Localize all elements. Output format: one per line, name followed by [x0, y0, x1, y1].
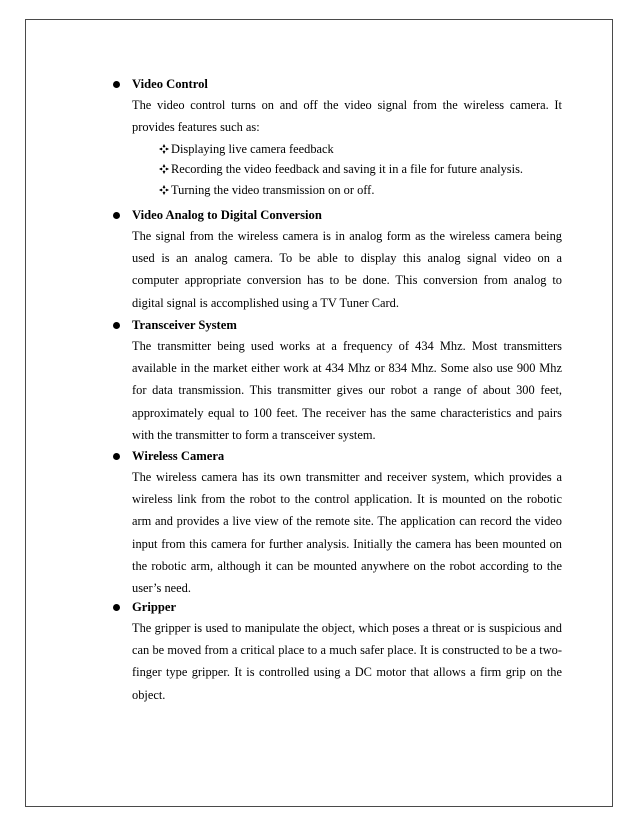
subitem-text: Turning the video transmission on or off.: [171, 183, 375, 197]
paragraph-line: The gripper is used to manipulate the object, which poses a threat or is suspicious and: [132, 621, 562, 635]
paragraph-line: the robotic arm, although it can be mounted anywhere on the robot according to the: [132, 558, 562, 573]
diamond-bullet-icon: [159, 144, 169, 154]
paragraph-line: computer appropriate conversion has to be done. This conversion from analog to: [132, 273, 562, 288]
paragraph-line: arm and provides a live view of the remote site. The application can record the video: [132, 514, 562, 529]
bullet-icon: [113, 212, 120, 219]
paragraph-line: user’s need.: [132, 581, 191, 596]
paragraph-gripper: [132, 617, 562, 706]
subitem-text: Displaying live camera feedback: [171, 142, 334, 156]
bullet-icon: [113, 453, 120, 460]
paragraph-line: used is an analog camera. To be able to display this analog signal video on a: [132, 251, 562, 266]
section-heading-analog-digital: Video Analog to Digital Conversion: [132, 208, 322, 222]
bullet-icon: [113, 604, 120, 611]
paragraph-line: object.: [132, 687, 166, 702]
paragraph-line: wireless link from the robot to the control application. It is mounted on the robotic: [132, 492, 562, 507]
subitem-text: Recording the video feedback and saving it in a file for future analysis.: [171, 162, 523, 176]
paragraph-wireless-camera: [132, 466, 562, 599]
paragraph-line: The video control turns on and off the video signal from the wireless camera. It: [132, 98, 562, 112]
section-heading-video-control: Video Control: [132, 77, 208, 91]
bullet-icon: [113, 81, 120, 88]
paragraph-line: input from this camera for further analysis. Initially the camera has been mounted on: [132, 536, 562, 551]
paragraph-line: with the transmitter to form a transceiver system.: [132, 427, 376, 442]
paragraph-video-control: [132, 94, 562, 138]
paragraph-analog-digital: [132, 225, 562, 314]
section-heading-transceiver: Transceiver System: [132, 318, 237, 332]
paragraph-line: provides features such as:: [132, 120, 260, 135]
paragraph-line: finger type gripper. It is controlled using a DC motor that allows a firm grip on the: [132, 665, 562, 680]
paragraph-line: The signal from the wireless camera is in analog form as the wireless camera being: [132, 229, 562, 243]
paragraph-transceiver: [132, 335, 562, 446]
paragraph-line: can be moved from a critical place to a much safer place. It is constructed to be a two-: [132, 643, 562, 658]
paragraph-line: approximately equal to 100 feet. The receiver has the same characteristics and pairs: [132, 405, 562, 420]
section-heading-wireless-camera: Wireless Camera: [132, 449, 225, 463]
paragraph-line: The wireless camera has its own transmitter and receiver system, which provides a: [132, 470, 562, 484]
diamond-bullet-icon: [159, 164, 169, 174]
paragraph-line: digital signal is accomplished using a TV Tuner Card.: [132, 295, 399, 310]
paragraph-line: for data transmission. This transmitter gives our robot a range of about 300 feet,: [132, 383, 562, 398]
paragraph-line: available in the market either work at 434 Mhz or 834 Mhz. Some also use 900 Mhz: [132, 361, 562, 376]
paragraph-line: The transmitter being used works at a frequency of 434 Mhz. Most transmitters: [132, 339, 562, 353]
bullet-icon: [113, 322, 120, 329]
diamond-bullet-icon: [159, 185, 169, 195]
section-heading-gripper: Gripper: [132, 600, 177, 614]
